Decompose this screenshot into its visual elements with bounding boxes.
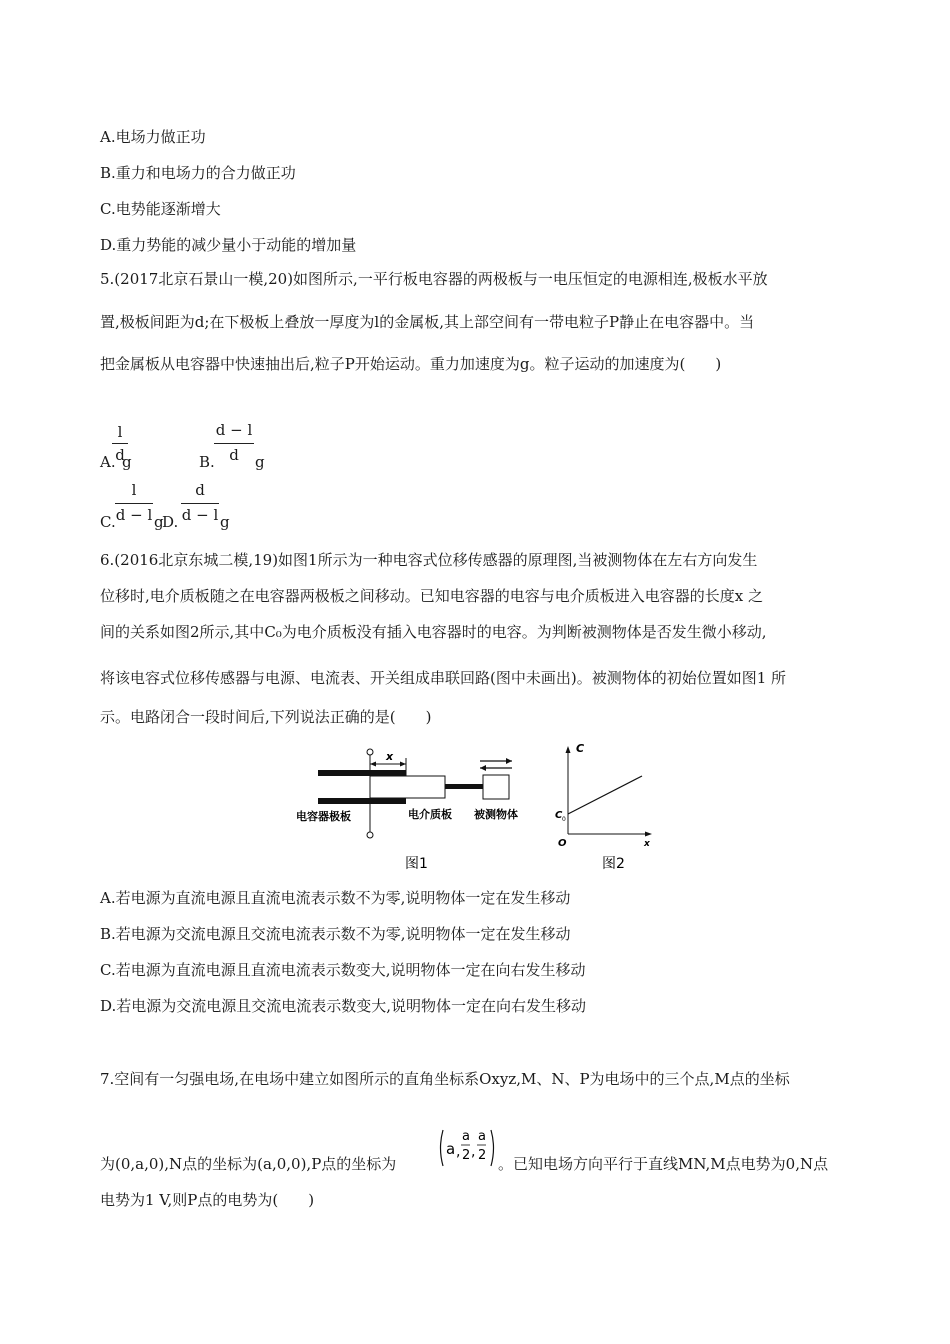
- q5-option-b-denominator: d: [229, 446, 239, 464]
- q7-line-2-pre: 为(0,a,0),N点的坐标为(a,0,0),P点的坐标为: [100, 1155, 397, 1173]
- q5-option-a-denominator: d: [115, 446, 125, 464]
- q5-option-d-denominator: d − l: [181, 506, 219, 524]
- q5-option-c-numerator: l: [131, 481, 137, 499]
- fig1-object-label: 被测物体: [474, 808, 518, 821]
- q5-option-a-tail: g: [122, 453, 132, 471]
- q6-line-3: 间的关系如图2所示,其中C₀为电介质板没有插入电容器时的电容。为判断被测物体是否发生微小移动,: [100, 623, 767, 641]
- q6-option-a: A.若电源为直流电源且直流电流表示数不为零,说明物体一定在发生移动: [100, 889, 571, 907]
- figure-2-capacitance-graph: [550, 738, 660, 875]
- q5-line-3: 把金属板从电容器中快速抽出后,粒子P开始运动。重力加速度为g。粒子运动的加速度为( ): [100, 355, 722, 373]
- q6-option-b: B.若电源为交流电源且交流电流表示数不为零,说明物体一定在发生移动: [100, 925, 571, 943]
- q5-option-b-tail: g: [255, 453, 265, 471]
- p-coord-a: a: [446, 1140, 456, 1158]
- q7-line-1: 7.空间有一匀强电场,在电场中建立如图所示的直角坐标系Oxyz,M、N、P为电场中的三个点,M点的坐标: [100, 1070, 790, 1088]
- left-paren-icon: [441, 1130, 444, 1166]
- x-axis-arrow-icon: [645, 832, 652, 837]
- lower-capacitor-plate: [318, 798, 406, 804]
- capacitance-line: [568, 776, 642, 814]
- figure-1-sensor-diagram: [290, 740, 530, 875]
- x-arrow-left-icon: [370, 762, 376, 767]
- q6-line-2: 位移时,电介质板随之在电容器两极板之间移动。已知电容器的电容与电介质板进入电容器的长度x 之: [100, 587, 764, 605]
- p-coord-denominator-1: 2: [462, 1148, 471, 1163]
- q5-option-b-fraction-bar: [214, 443, 254, 444]
- q5-option-d-label: D.: [162, 513, 179, 531]
- arrow-right-icon: [506, 758, 512, 764]
- lower-terminal-icon: [367, 832, 373, 838]
- q5-option-a-fraction-bar: [112, 443, 128, 444]
- upper-terminal-icon: [367, 749, 373, 755]
- arrow-left-icon: [480, 765, 486, 771]
- connecting-rod: [445, 784, 483, 789]
- fig1-x-label: x: [386, 750, 394, 763]
- q5-line-1: 5.(2017北京石景山一模,20)如图所示,一平行板电容器的两极板与一电压恒定的电源相连,极板水平放: [100, 270, 768, 288]
- p-coord-numerator-2: a: [478, 1129, 486, 1144]
- q5-option-c-fraction-bar: [115, 503, 153, 504]
- q5-option-d-fraction-bar: [181, 503, 219, 504]
- fig1-plate-label: 电容器极板: [296, 810, 351, 823]
- q5-option-a-numerator: l: [117, 423, 123, 441]
- q5-option-c-label: C.: [100, 513, 116, 531]
- q4-option-c: C.电势能逐渐增大: [100, 200, 221, 218]
- q7-line-3: 电势为1 V,则P点的电势为( ): [100, 1191, 315, 1209]
- fig1-dielectric-label: 电介质板: [408, 808, 452, 821]
- q6-line-5: 示。电路闭合一段时间后,下列说法正确的是( ): [100, 708, 432, 726]
- fig2-x-axis-label: x: [644, 839, 650, 849]
- q5-option-c-denominator: d − l: [115, 506, 153, 524]
- fig1-caption: 图1: [405, 856, 428, 872]
- q5-option-b-label: B.: [199, 453, 215, 471]
- q6-option-c: C.若电源为直流电源且直流电流表示数变大,说明物体一定在向右发生移动: [100, 961, 586, 979]
- q7-line-2-post: 。已知电场方向平行于直线MN,M点电势为0,N点: [498, 1155, 829, 1173]
- q5-option-a-label: A.: [100, 453, 116, 471]
- right-paren-icon: [491, 1130, 494, 1166]
- measured-object: [483, 775, 509, 799]
- q5-option-c-tail: g: [154, 513, 164, 531]
- dielectric-slab: [370, 776, 445, 798]
- q5-option-d-tail: g: [220, 513, 230, 531]
- q4-option-b: B.重力和电场力的合力做正功: [100, 164, 296, 182]
- q6-option-d: D.若电源为交流电源且交流电流表示数变大,说明物体一定在向右发生移动: [100, 997, 587, 1015]
- p-coord-comma-2: ,: [471, 1144, 476, 1160]
- q4-option-d: D.重力势能的减少量小于动能的增加量: [100, 236, 357, 254]
- q5-option-d-numerator: d: [195, 481, 205, 499]
- q6-line-1: 6.(2016北京东城二模,19)如图1所示为一种电容式位移传感器的原理图,当被测物体在左右方向发生: [100, 551, 758, 569]
- x-arrow-right-icon: [400, 762, 406, 767]
- q6-line-4: 将该电容式位移传感器与电源、电流表、开关组成串联回路(图中未画出)。被测物体的初始位置如图1 所: [100, 669, 787, 687]
- fig2-c0-subscript: 0: [562, 816, 566, 823]
- fig2-origin-label: O: [558, 838, 567, 849]
- p-coordinate-expression: [438, 1126, 498, 1170]
- y-axis-arrow-icon: [566, 746, 571, 753]
- q5-line-2: 置,极板间距为d;在下极板上叠放一厚度为l的金属板,其上部空间有一带电粒子P静止在电容器中。当: [100, 313, 755, 331]
- q5-option-b-numerator: d − l: [215, 421, 253, 439]
- fig2-c0-label: C: [555, 810, 563, 821]
- p-coord-numerator-1: a: [462, 1129, 470, 1144]
- p-coord-comma-1: ,: [456, 1144, 461, 1160]
- fig2-y-axis-label: C: [576, 742, 585, 755]
- q4-option-a: A.电场力做正功: [100, 128, 206, 146]
- fig2-caption: 图2: [602, 856, 625, 872]
- upper-capacitor-plate: [318, 770, 406, 776]
- p-coord-denominator-2: 2: [478, 1148, 487, 1163]
